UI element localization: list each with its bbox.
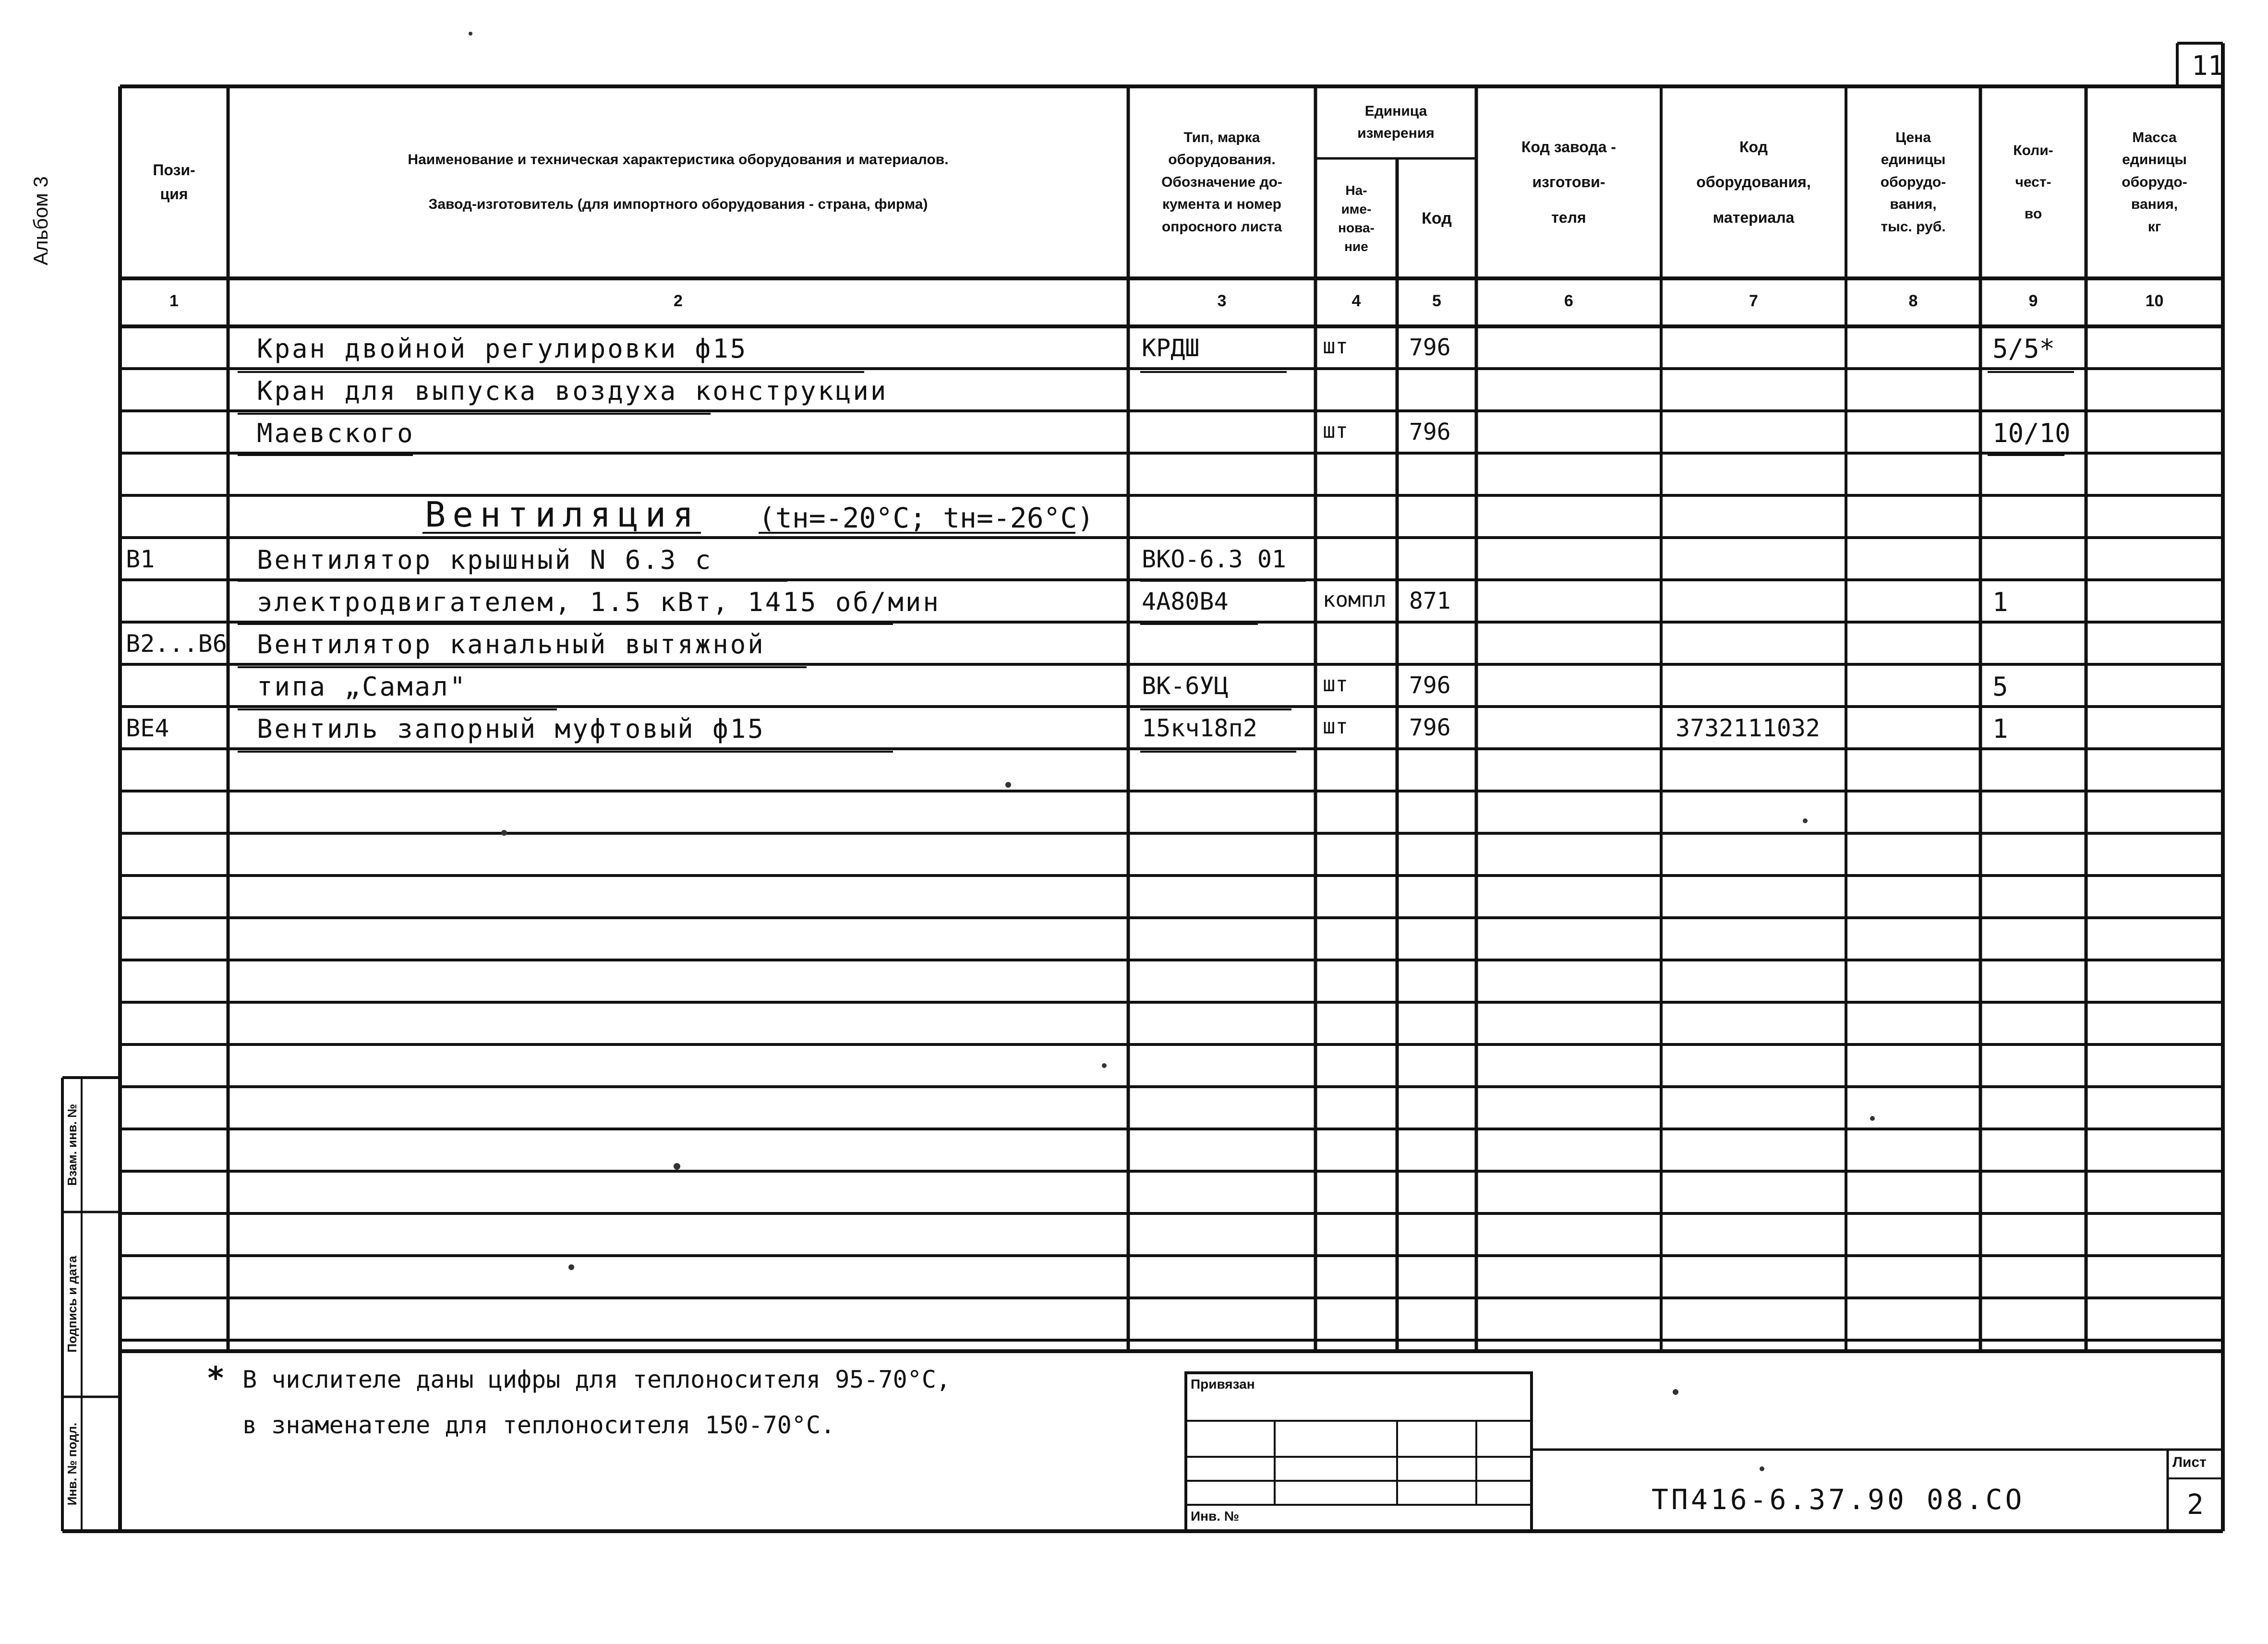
cell-qty: 5/5* (1992, 334, 2055, 364)
cell-code: 796 (1409, 419, 1451, 445)
cell-pos: В1 (126, 545, 155, 573)
side-field-signature-date: Подпись и дата (65, 1256, 79, 1353)
cell-name: Вентиль запорный муфтовый ф15 (257, 714, 765, 744)
sheet-label: Лист (2172, 1454, 2207, 1470)
cell-name: Кран для выпуска воздуха конструкции (257, 376, 888, 406)
cell-name: Маевского (257, 418, 415, 448)
album-label: Альбом 3 (29, 176, 52, 265)
header-qty: Коли- чест- во (2013, 143, 2053, 222)
column-number-8: 8 (1908, 292, 1918, 310)
column-number-3: 3 (1217, 292, 1227, 310)
column-number-7: 7 (1749, 292, 1758, 310)
header-type: Тип, марка оборудования. Обозначение до- кумента и номер опросного листа (1161, 129, 1282, 235)
header-equip-code: Код оборудования, материала (1696, 138, 1811, 226)
cell-name: типа „Самал" (257, 672, 468, 702)
header-maker-code: Код завода - изготови- теля (1521, 138, 1617, 226)
side-field-original-inv: Инв. № подл. (65, 1422, 79, 1506)
footnote-marker: * (206, 1361, 225, 1396)
document-code: ТП416-6.37.90 08.СО (1652, 1483, 2025, 1516)
cell-code: 871 (1409, 588, 1451, 614)
cell-code: 796 (1409, 672, 1451, 699)
column-number-4: 4 (1351, 292, 1361, 310)
footnote-line-1: В числителе даны цифры для теплоносителя 95-70°С, (242, 1366, 951, 1393)
cell-name: электродвигателем, 1.5 кВт, 1415 об/мин (257, 587, 941, 617)
column-number-6: 6 (1564, 292, 1573, 310)
cell-name: Вентилятор крышный N 6.3 с (257, 545, 713, 575)
cell-pos: ВЕ4 (126, 714, 169, 742)
cell-qty: 10/10 (1992, 418, 2071, 448)
column-number-2: 2 (674, 292, 683, 310)
side-field-replace-inv: Взам. инв. № (65, 1104, 79, 1186)
cell-qty: 5 (1992, 672, 2008, 702)
cell-unit: шт (1323, 419, 1348, 443)
cell-code: 796 (1409, 714, 1451, 741)
footnote-line-2: в знаменателе для теплоносителя 150-70°С. (242, 1411, 835, 1439)
column-number-1: 1 (169, 292, 179, 310)
cell-name: Вентилятор канальный вытяжной (257, 629, 765, 660)
cell-name: Кран двойной регулировки ф15 (257, 334, 748, 364)
header-price: Цена единицы оборудо- вания, тыс. руб. (1880, 129, 1946, 235)
header-pos: Пози- ция (153, 161, 195, 203)
cell-qty: 1 (1992, 714, 2008, 744)
cell-type: 4А80В4 (1142, 588, 1229, 615)
header-mass: Масса единицы оборудо- вания, кг (2122, 129, 2187, 235)
sheet-number: 11 (2192, 50, 2224, 82)
cell-unit: компл (1323, 588, 1387, 612)
cell-type: ВКО-6.3 01 (1142, 545, 1287, 573)
header-name: Наименование и техническая характеристика оборудования и материалов. Завод-изготовитель (для импортного оборудования - страна, фирма) (408, 152, 949, 213)
cell-unit: шт (1323, 334, 1348, 359)
cell-code: 796 (1409, 334, 1451, 361)
sheet-value: 2 (2187, 1488, 2204, 1521)
header-unit-code: Код (1422, 209, 1452, 228)
cell-pos: В2...В6 (126, 630, 227, 658)
cell-type: 15кч18п2 (1142, 714, 1257, 742)
section-heading: Вентиляция (425, 494, 700, 535)
stamp-bound-label: Привязан (1191, 1377, 1255, 1392)
stamp-inv-label: Инв. № (1191, 1509, 1240, 1524)
cell-unit: шт (1323, 714, 1348, 739)
section-condition: (tн=-20°С; tн=-26°С) (759, 502, 1094, 534)
header-unit-name: На- име- нова- ние (1338, 182, 1375, 254)
cell-type: КРДШ (1142, 334, 1200, 362)
column-number-9: 9 (2028, 292, 2038, 310)
header-unit-group: Единица измерения (1357, 103, 1435, 141)
cell-unit: шт (1323, 672, 1348, 696)
column-number-10: 10 (2145, 292, 2164, 310)
cell-qty: 1 (1992, 587, 2008, 617)
column-number-5: 5 (1432, 292, 1441, 310)
cell-type: ВК-6УЦ (1142, 672, 1229, 700)
cell-equip: 3732111032 (1676, 714, 1821, 742)
